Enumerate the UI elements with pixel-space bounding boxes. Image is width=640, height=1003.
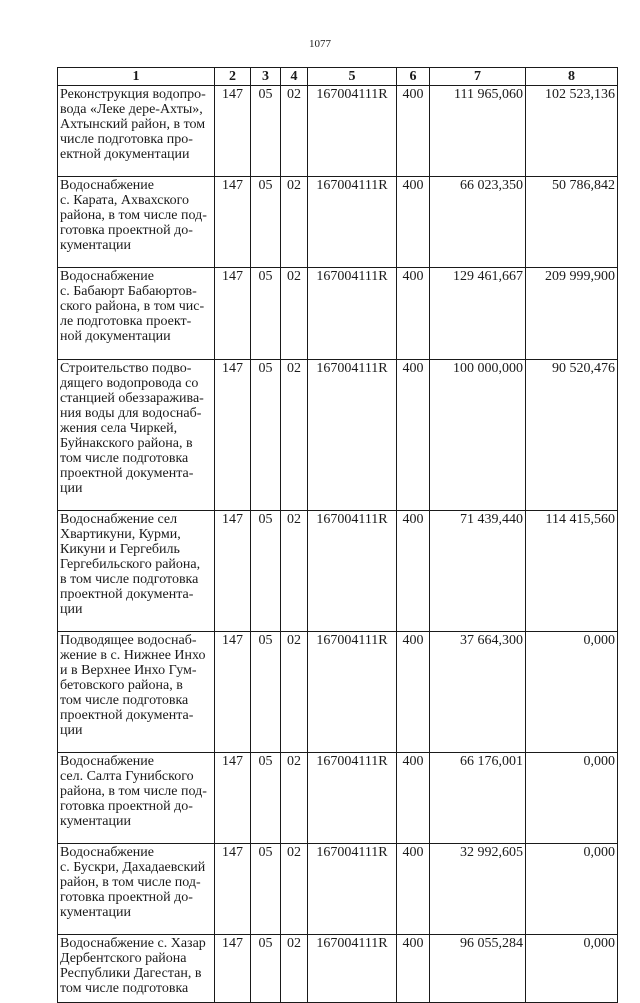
row-value-text: 05 <box>258 361 273 376</box>
row-value-text: 02 <box>287 87 301 102</box>
row-value-text: 66 176,001 <box>460 754 523 769</box>
row-col3-cell <box>251 753 281 844</box>
row-value-text: 167004111R <box>316 512 388 527</box>
table-row <box>58 86 618 177</box>
row-name-cell <box>58 86 215 177</box>
row-name-text: Подводящее водоснаб- жение в с. Нижнее Инхо и в Верхнее Инхо Гум- бетовского района, в том числе подготовка проектной документа- ции <box>60 633 206 738</box>
row-value-text: 400 <box>402 754 424 769</box>
row-col2-cell <box>215 632 251 753</box>
row-col5-cell <box>308 177 397 268</box>
row-col8-cell <box>526 753 618 844</box>
row-name-text: Водоснабжение с. Бускри, Дахадаевский район, в том числе под- готовка проектной до- кументации <box>60 845 206 920</box>
row-value-text: 167004111R <box>316 845 388 860</box>
row-name-cell <box>58 632 215 753</box>
row-col3-cell <box>251 86 281 177</box>
row-value-text: 147 <box>222 269 243 284</box>
row-col2-cell <box>215 86 251 177</box>
row-col5-cell <box>308 360 397 511</box>
row-name-cell <box>58 177 215 268</box>
row-col6-cell <box>397 935 430 1003</box>
row-value-text: 167004111R <box>316 633 388 648</box>
row-value-text: 102 523,136 <box>545 87 615 102</box>
row-name-text: Водоснабжение сел Хвартикуни, Курми, Кикуни и Гергебиль Гергебильского района, в том числе подготовка проектной документа- ции <box>60 512 201 617</box>
row-value-text: 400 <box>402 178 424 193</box>
row-col2-cell <box>215 753 251 844</box>
row-col7-cell <box>430 753 526 844</box>
header-row <box>58 68 618 86</box>
row-col7-cell <box>430 844 526 935</box>
row-value-text: 400 <box>402 936 424 951</box>
col-header-3: 3 <box>251 68 281 86</box>
row-value-text: 02 <box>287 936 301 951</box>
row-value-text: 400 <box>402 512 424 527</box>
row-value-text: 02 <box>287 269 301 284</box>
row-col5-cell <box>308 753 397 844</box>
row-col8-cell <box>526 511 618 632</box>
row-col2-cell <box>215 360 251 511</box>
row-value-text: 147 <box>222 361 243 376</box>
row-value-text: 90 520,476 <box>552 361 615 376</box>
row-col3-cell <box>251 177 281 268</box>
row-value-text: 147 <box>222 936 243 951</box>
row-col4-cell <box>281 844 308 935</box>
row-name-text: Водоснабжение с. Карата, Ахвахского района, в том числе под- готовка проектной до- кументации <box>60 178 207 253</box>
row-value-text: 114 415,560 <box>545 512 615 527</box>
col-header-5: 5 <box>308 68 397 86</box>
row-col7-cell <box>430 177 526 268</box>
table-row <box>58 268 618 360</box>
col-header-2: 2 <box>215 68 251 86</box>
row-name-cell <box>58 511 215 632</box>
row-value-text: 400 <box>402 361 424 376</box>
row-col5-cell <box>308 844 397 935</box>
row-col8-cell <box>526 935 618 1003</box>
row-col8-cell <box>526 177 618 268</box>
row-value-text: 05 <box>258 87 273 102</box>
row-value-text: 50 786,842 <box>552 178 615 193</box>
row-col3-cell <box>251 268 281 360</box>
row-value-text: 96 055,284 <box>460 936 523 951</box>
table-row <box>58 753 618 844</box>
row-col3-cell <box>251 360 281 511</box>
row-name-cell <box>58 360 215 511</box>
row-value-text: 111 965,060 <box>454 87 523 102</box>
row-name-cell <box>58 753 215 844</box>
row-name-text: Водоснабжение с. Хазар Дербентского района Республики Дагестан, в том числе подготовка <box>60 936 206 996</box>
budget-table <box>57 67 618 1003</box>
row-value-text: 129 461,667 <box>453 269 523 284</box>
row-col4-cell <box>281 86 308 177</box>
row-value-text: 167004111R <box>316 936 388 951</box>
row-col7-cell <box>430 360 526 511</box>
row-col5-cell <box>308 632 397 753</box>
row-col4-cell <box>281 935 308 1003</box>
row-col8-cell <box>526 86 618 177</box>
row-col8-cell <box>526 844 618 935</box>
row-value-text: 400 <box>402 87 424 102</box>
row-value-text: 400 <box>402 633 424 648</box>
row-col4-cell <box>281 511 308 632</box>
row-name-cell <box>58 268 215 360</box>
row-value-text: 167004111R <box>316 361 388 376</box>
row-col5-cell <box>308 86 397 177</box>
row-col6-cell <box>397 844 430 935</box>
row-value-text: 400 <box>402 269 424 284</box>
row-col5-cell <box>308 268 397 360</box>
row-value-text: 05 <box>258 269 273 284</box>
row-col8-cell <box>526 360 618 511</box>
row-value-text: 167004111R <box>316 87 388 102</box>
row-col3-cell <box>251 844 281 935</box>
row-value-text: 167004111R <box>316 754 388 769</box>
col-header-7: 7 <box>430 68 526 86</box>
row-value-text: 02 <box>287 361 301 376</box>
row-col2-cell <box>215 844 251 935</box>
row-col6-cell <box>397 632 430 753</box>
row-col6-cell <box>397 511 430 632</box>
row-value-text: 05 <box>258 512 273 527</box>
row-value-text: 02 <box>287 178 301 193</box>
row-value-text: 147 <box>222 633 243 648</box>
row-col8-cell <box>526 632 618 753</box>
row-col7-cell <box>430 935 526 1003</box>
row-value-text: 32 992,605 <box>460 845 523 860</box>
row-col4-cell <box>281 360 308 511</box>
row-col4-cell <box>281 177 308 268</box>
row-col6-cell <box>397 360 430 511</box>
row-value-text: 05 <box>258 754 273 769</box>
row-name-cell <box>58 844 215 935</box>
col-header-6: 6 <box>397 68 430 86</box>
row-value-text: 05 <box>258 633 273 648</box>
row-col7-cell <box>430 268 526 360</box>
row-value-text: 66 023,350 <box>460 178 523 193</box>
row-value-text: 02 <box>287 633 301 648</box>
row-col3-cell <box>251 935 281 1003</box>
row-value-text: 05 <box>258 178 273 193</box>
row-col2-cell <box>215 511 251 632</box>
row-value-text: 0,000 <box>583 936 615 951</box>
row-name-text: Водоснабжение сел. Салта Гунибского района, в том числе под- готовка проектной до- кументации <box>60 754 207 829</box>
row-name-text: Водоснабжение с. Бабаюрт Бабаюртов- ского района, в том чис- ле подготовка проект- ной документации <box>60 269 205 344</box>
table-row <box>58 360 618 511</box>
col-header-8: 8 <box>526 68 618 86</box>
row-col3-cell <box>251 511 281 632</box>
row-value-text: 02 <box>287 845 301 860</box>
row-value-text: 147 <box>222 754 243 769</box>
row-value-text: 0,000 <box>583 633 615 648</box>
row-col6-cell <box>397 86 430 177</box>
row-value-text: 147 <box>222 512 243 527</box>
row-col2-cell <box>215 268 251 360</box>
row-value-text: 167004111R <box>316 178 388 193</box>
row-value-text: 0,000 <box>583 754 615 769</box>
row-value-text: 05 <box>258 845 273 860</box>
row-value-text: 37 664,300 <box>460 633 523 648</box>
row-value-text: 147 <box>222 178 243 193</box>
row-value-text: 02 <box>287 512 301 527</box>
table-row <box>58 177 618 268</box>
col-header-4: 4 <box>281 68 308 86</box>
row-col7-cell <box>430 86 526 177</box>
row-col4-cell <box>281 632 308 753</box>
row-col2-cell <box>215 935 251 1003</box>
row-value-text: 147 <box>222 87 243 102</box>
row-col2-cell <box>215 177 251 268</box>
row-col7-cell <box>430 632 526 753</box>
row-col4-cell <box>281 753 308 844</box>
row-name-text: Строительство подво- дящего водопровода со станцией обеззаражива- ния воды для водоснаб- жения села Чиркей, Буйнакского района, в том числе подготовка проектной документа- ции <box>60 361 204 496</box>
row-col4-cell <box>281 268 308 360</box>
table-row <box>58 632 618 753</box>
col-header-1: 1 <box>58 68 215 86</box>
row-col7-cell <box>430 511 526 632</box>
row-col5-cell <box>308 935 397 1003</box>
row-col8-cell <box>526 268 618 360</box>
row-col6-cell <box>397 268 430 360</box>
row-value-text: 05 <box>258 936 273 951</box>
row-name-cell <box>58 935 215 1003</box>
table-row <box>58 511 618 632</box>
row-name-text: Реконструкция водопро- вода «Леке дере-Ахты», Ахтынский район, в том числе подготовка про- ектной документации <box>60 87 206 162</box>
row-value-text: 167004111R <box>316 269 388 284</box>
row-value-text: 400 <box>402 845 424 860</box>
row-value-text: 0,000 <box>583 845 615 860</box>
row-col6-cell <box>397 177 430 268</box>
row-value-text: 71 439,440 <box>460 512 523 527</box>
row-value-text: 100 000,000 <box>453 361 523 376</box>
row-value-text: 02 <box>287 754 301 769</box>
row-value-text: 209 999,900 <box>545 269 615 284</box>
table-row <box>58 935 618 1003</box>
row-col5-cell <box>308 511 397 632</box>
row-value-text: 147 <box>222 845 243 860</box>
page-number: 1077 <box>309 38 331 50</box>
table-row <box>58 844 618 935</box>
row-col6-cell <box>397 753 430 844</box>
row-col3-cell <box>251 632 281 753</box>
